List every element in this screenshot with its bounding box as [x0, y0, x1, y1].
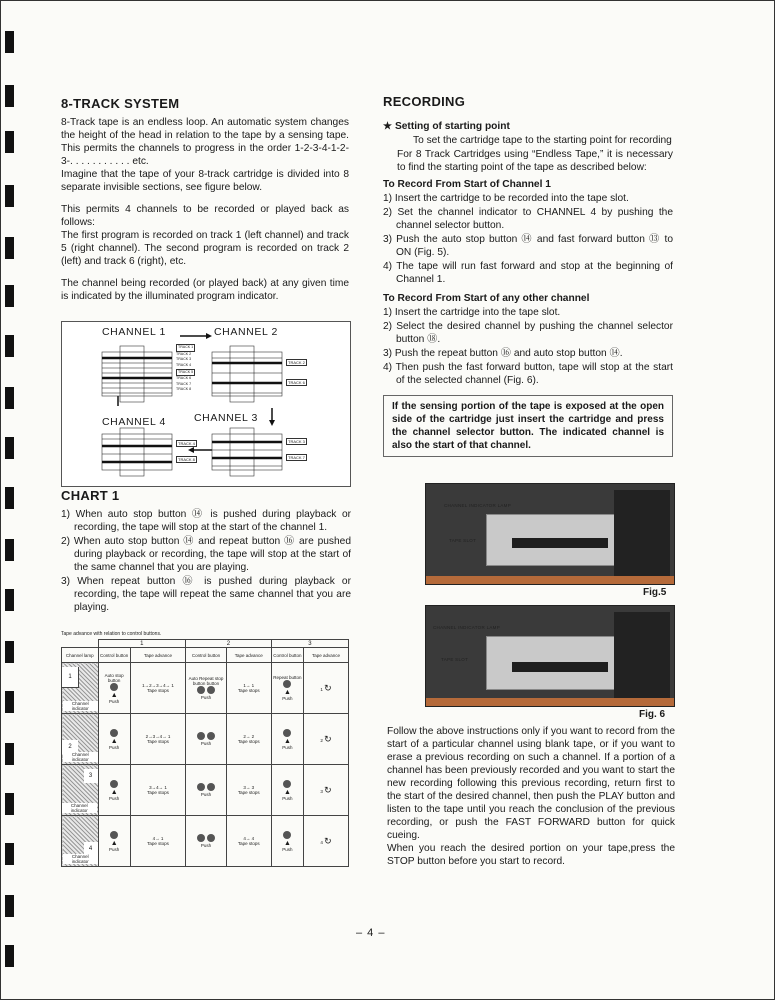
- tape-stops-label: Tape stops: [237, 688, 260, 693]
- loop-icon: ↻: [324, 784, 332, 795]
- table-row: [62, 663, 349, 714]
- list-item: 4) The tape will run fast forward and stop at the beginning of Channel 1.: [383, 261, 673, 285]
- channel-2-label: CHANNEL 2: [214, 326, 278, 338]
- button-icon: [207, 834, 215, 842]
- control-cell: [271, 816, 303, 867]
- paragraph: For 8 Track Cartridges using “Endless Tape,” it is necessary to find the starting point of the tape as described below:: [397, 149, 673, 173]
- control-cell: [186, 816, 227, 867]
- arrow-up-icon: ▲: [110, 788, 118, 796]
- channel-lamp-cell: [62, 714, 99, 765]
- setting-heading: ★ Setting of starting point: [383, 121, 510, 132]
- arrow-up-icon: ▲: [283, 737, 291, 745]
- track-diagram: [61, 321, 351, 487]
- channel-number: 3: [84, 769, 98, 783]
- button-icon: [207, 732, 215, 740]
- advance-cell: [304, 663, 349, 714]
- page-number: – 4 –: [356, 927, 386, 939]
- push-label: Push: [282, 846, 293, 852]
- binder-mark: [5, 85, 14, 107]
- lamp-label: CHANNEL INDICATOR LAMP: [444, 503, 512, 508]
- advance-value: 1→2→3→4→ 1: [142, 683, 174, 688]
- channel-indicator-label: Channel indicator: [63, 701, 98, 711]
- button-icon: [110, 729, 118, 737]
- fig6-photo: [425, 605, 675, 707]
- table-caption: Tape advance with relation to control buttons.: [61, 631, 162, 637]
- advance-cell: [304, 765, 349, 816]
- advance-value: 4: [320, 839, 323, 845]
- paragraph: The channel being recorded (or played back) at any given time is indicated by the illuminated program indicator.: [61, 278, 349, 302]
- binder-mark: [5, 437, 14, 459]
- binder-mark: [5, 641, 14, 663]
- channel-number: 1: [62, 667, 79, 688]
- button-icon: [110, 683, 118, 691]
- paragraph: Follow the above instructions only if you want to record from the start of a particular channel using blank tape, or if you want to erase a previous recording on such a channel. If a portion of a channel has been previously recorded and you want to start the new recording following this previous recording, return first to the start of the desired channel, then push the PLAY button and listen to the tape until you reach the conclusion of the previous recording, or push the FAST FORWARD button for quick cueing.: [387, 726, 675, 841]
- final-instructions: [387, 725, 675, 868]
- track-tag: TRACK 5: [176, 369, 195, 377]
- channel-lamp-cell: [62, 663, 99, 714]
- control-cell: [98, 816, 130, 867]
- fig5-photo: [425, 483, 675, 585]
- button-icon: [110, 780, 118, 788]
- button-icon: [197, 686, 205, 694]
- advance-cell: [130, 714, 185, 765]
- recording-section: [383, 95, 673, 457]
- advance-value: 2→ 2: [243, 734, 255, 739]
- tape-stops-label: Tape stops: [147, 739, 169, 744]
- track-tag: TRACK 6: [288, 380, 305, 385]
- control-cell: [98, 765, 130, 816]
- binder-mark: [5, 185, 14, 207]
- channel-number: 2: [62, 740, 78, 754]
- push-label: Push: [282, 744, 293, 750]
- advance-cell: [304, 816, 349, 867]
- paragraph: 8-Track tape is an endless loop. An automatic system changes the height of the head in relation to the tape by a sensing tape. This permits the channels to progress in the order 1-2-3-4-1-2-3-. . . . . . . . . . . etc.: [61, 117, 349, 167]
- advance-cell: [304, 714, 349, 765]
- binder-mark: [5, 237, 14, 259]
- table-header: Channel lamp: [62, 648, 99, 663]
- control-cell: [98, 663, 130, 714]
- push-label: Push: [200, 843, 212, 848]
- chart-title: CHART 1: [61, 488, 120, 503]
- push-label: Push: [200, 741, 212, 746]
- other-channel-list: [383, 306, 673, 387]
- list-item: 4) Then push the fast forward button, tape will stop at the start of the selected channel (Fig. 6).: [383, 362, 673, 386]
- button-icon: [207, 686, 215, 694]
- track-tag: TRACK 8: [176, 387, 192, 392]
- fig5-caption: Fig.5: [643, 587, 667, 598]
- push-label: Push: [109, 744, 120, 750]
- advance-cell: [226, 714, 271, 765]
- tape-stops-label: Tape stops: [147, 841, 169, 846]
- channel-lamp-cell: [62, 816, 99, 867]
- channel-number: 4: [84, 842, 98, 856]
- table-header: Control button: [186, 648, 227, 663]
- button-icon: [197, 732, 205, 740]
- section-title: RECORDING: [383, 94, 466, 109]
- group-number: 2: [186, 640, 272, 648]
- arrow-up-icon: ▲: [283, 839, 291, 847]
- button-icon: [197, 783, 205, 791]
- list-item: 3) Push the repeat button ⑯ and auto stop button ⑭.: [383, 348, 623, 359]
- push-label: Push: [200, 695, 212, 700]
- subheading: To Record From Start of Channel 1: [383, 179, 551, 190]
- push-label: Push: [200, 792, 212, 797]
- list-item: 1) Insert the cartridge to be recorded into the tape slot.: [383, 193, 629, 204]
- table-header: Tape advance: [304, 648, 349, 663]
- tape-stops-label: Tape stops: [147, 688, 169, 693]
- advance-cell: [226, 663, 271, 714]
- table-row: [62, 816, 349, 867]
- binder-mark: [5, 335, 14, 357]
- loop-icon: ↻: [324, 835, 332, 846]
- track-tag: TRACK 8: [178, 457, 195, 462]
- binder-mark: [5, 843, 14, 865]
- advance-cell: [226, 816, 271, 867]
- list-item: 2) Select the desired channel by pushing the channel selector button ⑱.: [383, 321, 673, 345]
- binder-mark: [5, 131, 14, 153]
- table-row: [62, 765, 349, 816]
- binder-mark: [5, 285, 14, 307]
- track-tags-ch1: [176, 344, 195, 393]
- button-icon: [283, 729, 291, 737]
- chart-1-list: [61, 508, 351, 614]
- track-tag: TRACK 4: [178, 441, 195, 446]
- lamp-label: CHANNEL INDICATOR LAMP: [433, 625, 501, 630]
- arrow-up-icon: ▲: [110, 691, 118, 699]
- arrow-up-icon: ▲: [283, 689, 291, 696]
- table-header: Control button: [98, 648, 130, 663]
- chart-1-section: [61, 489, 351, 615]
- paragraph: The first program is recorded on track 1 (left channel) and track 5 (right channel). The second program is recorded on track 2 (left) and track 6 (right), etc.: [61, 230, 349, 267]
- push-label: Push: [109, 846, 120, 852]
- paragraph: To set the cartridge tape to the starting point for recording: [413, 135, 672, 146]
- control-cell: [186, 765, 227, 816]
- advance-cell: [130, 765, 185, 816]
- push-label: Push: [282, 795, 293, 801]
- channel-1-label: CHANNEL 1: [102, 326, 166, 338]
- track-tag: TRACK 2: [288, 360, 305, 365]
- group-number: 3: [271, 640, 348, 648]
- advance-value: 4→ 1: [152, 836, 164, 841]
- list-item: 1) When auto stop button ⑭ is pushed during playback or recording, the tape will stop at the start of the channel 1.: [61, 509, 351, 533]
- tape-stops-label: Tape stops: [237, 841, 260, 846]
- track-tag: TRACK 7: [176, 381, 192, 386]
- control-cell: [271, 663, 303, 714]
- channel-indicator-label: Channel indicator: [62, 803, 97, 813]
- slot-label: TAPE SLOT: [449, 538, 477, 543]
- table-row: [62, 714, 349, 765]
- tape-advance-table: [61, 639, 349, 867]
- track-tag: TRACK 6: [176, 376, 192, 381]
- advance-value: 3: [320, 788, 323, 794]
- button-icon: [207, 783, 215, 791]
- advance-value: 4→ 4: [243, 836, 255, 841]
- advance-value: 1: [320, 686, 323, 692]
- push-label: Push: [109, 698, 120, 704]
- tape-advance-table-section: [61, 631, 349, 867]
- advance-value: 2: [320, 737, 323, 743]
- start1-list: [383, 192, 673, 286]
- tape-stops-label: Tape stops: [237, 739, 260, 744]
- section-title: 8-TRACK SYSTEM: [61, 96, 180, 111]
- push-label: Push: [109, 795, 120, 801]
- tape-stops-label: Tape stops: [147, 790, 169, 795]
- control-cell: [271, 714, 303, 765]
- binder-mark: [5, 945, 14, 967]
- channel-indicator-label: Channel indicator: [63, 854, 98, 864]
- control-cell: [98, 714, 130, 765]
- arrow-up-icon: ▲: [283, 788, 291, 796]
- advance-cell: [130, 816, 185, 867]
- binder-mark: [5, 743, 14, 765]
- eight-track-section: [61, 97, 349, 312]
- advance-value: 1→ 1: [243, 683, 255, 688]
- channel-indicator-label: Channel indicator: [63, 752, 98, 762]
- binder-mark: [5, 539, 14, 561]
- list-item: 2) Set the channel indicator to CHANNEL 4 by pushing the channel selector button.: [383, 207, 673, 231]
- group-number: 1: [98, 640, 186, 648]
- table-header: Control button: [271, 648, 303, 663]
- table-header: Tape advance: [226, 648, 271, 663]
- loop-icon: ↻: [324, 682, 332, 693]
- track-tag: TRACK 3: [176, 357, 192, 362]
- advance-value: 3→ 3: [243, 785, 255, 790]
- binder-mark: [5, 387, 14, 409]
- advance-value: 3→4→ 1: [149, 785, 167, 790]
- button-icon: [283, 680, 291, 688]
- track-tag: TRACK 3: [288, 439, 305, 444]
- binder-mark: [5, 793, 14, 815]
- button-icon: [283, 831, 291, 839]
- advance-cell: [130, 663, 185, 714]
- button-icon: [197, 834, 205, 842]
- button-label: Auto Repeat stop button button: [188, 676, 224, 686]
- push-label: Push: [282, 696, 293, 701]
- channel-3-label: CHANNEL 3: [194, 412, 258, 424]
- track-tag: TRACK 4: [176, 363, 192, 368]
- control-cell: [271, 765, 303, 816]
- track-tag: TRACK 7: [288, 455, 305, 460]
- advance-value: 2→3→4→ 1: [145, 734, 171, 739]
- binder-mark: [5, 31, 14, 53]
- track-tag: TRACK 1: [176, 344, 195, 352]
- list-item: 3) Push the auto stop button ⑭ and fast forward button ⑬ to ON (Fig. 5).: [383, 234, 673, 258]
- subheading: To Record From Start of any other channel: [383, 293, 590, 304]
- binder-mark: [5, 589, 14, 611]
- arrow-up-icon: ▲: [110, 839, 118, 847]
- table-header: Tape advance: [130, 648, 185, 663]
- list-item: 3) When repeat button ⑯ is pushed during playback or recording, the tape will repeat the same channel that you are playing.: [61, 576, 351, 613]
- binder-mark: [5, 487, 14, 509]
- control-cell: [186, 714, 227, 765]
- button-label: Auto stop button: [104, 672, 124, 683]
- binder-mark: [5, 691, 14, 713]
- paragraph: This permits 4 channels to be recorded or played back as follows:: [61, 204, 349, 228]
- tape-drawing: [62, 322, 350, 486]
- tape-stops-label: Tape stops: [237, 790, 260, 795]
- list-item: 1) Insert the cartridge into the tape slot.: [383, 307, 561, 318]
- slot-label: TAPE SLOT: [441, 657, 469, 662]
- channel-lamp-cell: [62, 765, 99, 816]
- paragraph: Imagine that the tape of your 8-track cartridge is divided into 8 separate invisible sections, see figure below.: [61, 169, 349, 193]
- button-icon: [283, 780, 291, 788]
- note-box: If the sensing portion of the tape is exposed at the open side of the cartridge just insert the cartridge and press the channel selector button. The indicated channel is also the start of that channel.: [383, 395, 673, 457]
- fig6-caption: Fig. 6: [639, 709, 666, 720]
- button-icon: [110, 831, 118, 839]
- loop-icon: ↻: [324, 733, 332, 744]
- track-tag: TRACK 2: [176, 351, 192, 356]
- advance-cell: [226, 765, 271, 816]
- button-label: Repeat button: [273, 675, 302, 680]
- paragraph: When you reach the desired portion on your tape,press the STOP button before you start to record.: [387, 843, 675, 867]
- arrow-up-icon: ▲: [110, 737, 118, 745]
- control-cell: [186, 663, 227, 714]
- channel-4-label: CHANNEL 4: [102, 416, 166, 428]
- binder-mark: [5, 895, 14, 917]
- list-item: 2) When auto stop button ⑭ and repeat button ⑯ are pushed during playback or recording, the tape will stop at the start of the same channel that you are playing.: [61, 536, 351, 573]
